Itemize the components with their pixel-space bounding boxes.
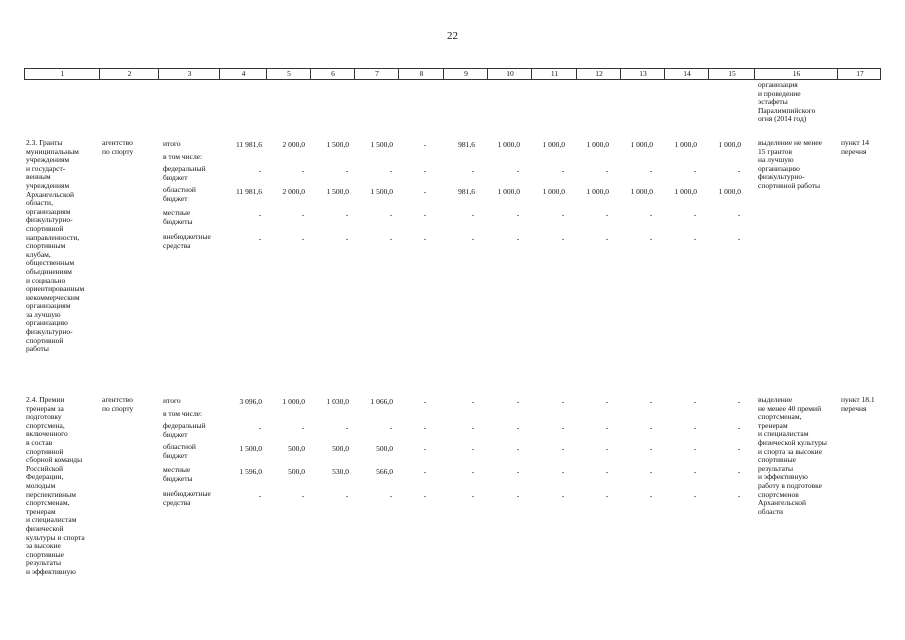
column-header: 11	[531, 69, 577, 79]
value-dash: -	[516, 491, 520, 500]
row-name: 2.3. Гранты муниципальным учреждениям и государст- венным учреждениям Архангельской области, организациям физкультурно- спортивной направленности, спортивным клубам, общественным объединениям и социально ориентированным некоммерческим организациям за лучшую организацию физкультурно- спортивной работы	[26, 138, 85, 354]
value-dash: -	[345, 210, 349, 219]
funding-value: 1 000,0	[718, 140, 741, 149]
value-dash: -	[737, 397, 741, 406]
value-dash: -	[737, 210, 741, 219]
funding-value: 1 000,0	[630, 187, 653, 196]
value-dash: -	[423, 234, 427, 243]
value-dash: -	[345, 423, 349, 432]
value-dash: -	[649, 423, 653, 432]
column-header: 9	[443, 69, 488, 79]
column-header: 13	[620, 69, 665, 79]
page-number: 22	[447, 30, 458, 42]
funding-source-label: областной бюджет	[163, 442, 196, 460]
value-dash: -	[423, 444, 427, 453]
funding-value: 3 096,0	[239, 397, 262, 406]
funding-value: 1 000,0	[586, 140, 609, 149]
value-dash: -	[258, 210, 262, 219]
row-name: 2.4. Премии тренерам за подготовку спортсмена, включенного в состав спортивной сборной команды Российской Федерации, молодым перспективным спортсменам, тренерам и специалистам физической культуры и спорта за высокие спортивные результаты и эффективную	[26, 395, 85, 576]
value-dash: -	[693, 423, 697, 432]
value-dash: -	[605, 234, 609, 243]
column-header: 6	[310, 69, 355, 79]
value-dash: -	[423, 467, 427, 476]
value-dash: -	[649, 234, 653, 243]
value-dash: -	[649, 397, 653, 406]
column-header: 12	[576, 69, 621, 79]
value-dash: -	[649, 210, 653, 219]
value-dash: -	[561, 397, 565, 406]
funding-value: 2 000,0	[282, 140, 305, 149]
value-dash: -	[561, 423, 565, 432]
value-dash: -	[693, 467, 697, 476]
funding-value: 11 981,6	[236, 187, 262, 196]
column-header: 2	[99, 69, 159, 79]
row-expected-result: выделение не менее 40 премий спортсменам, тренерам и специалистам физической культуры и спорта за высокие спортивные результаты и эффективную работу в подготовке спортсменов Архангельской области	[758, 395, 827, 516]
value-dash: -	[737, 166, 741, 175]
value-dash: -	[301, 166, 305, 175]
funding-source-label: федеральный бюджет	[163, 164, 206, 182]
funding-value: 1 000,0	[282, 397, 305, 406]
funding-source-label: в том числе:	[163, 409, 203, 418]
value-dash: -	[471, 444, 475, 453]
funding-value: 500,0	[288, 444, 305, 453]
value-dash: -	[605, 444, 609, 453]
funding-value: 530,0	[332, 467, 349, 476]
value-dash: -	[516, 444, 520, 453]
funding-source-label: итого	[163, 139, 181, 148]
value-dash: -	[389, 210, 393, 219]
column-header: 4	[219, 69, 267, 79]
value-dash: -	[471, 491, 475, 500]
funding-value: 981,6	[458, 140, 475, 149]
value-dash: -	[737, 467, 741, 476]
column-header: 10	[487, 69, 532, 79]
value-dash: -	[423, 423, 427, 432]
column-header: 8	[398, 69, 444, 79]
funding-value: 11 981,6	[236, 140, 262, 149]
value-dash: -	[301, 491, 305, 500]
value-dash: -	[389, 234, 393, 243]
funding-value: 500,0	[376, 444, 393, 453]
value-dash: -	[561, 234, 565, 243]
column-header: 15	[708, 69, 755, 79]
value-dash: -	[693, 234, 697, 243]
funding-value: 1 000,0	[674, 187, 697, 196]
value-dash: -	[471, 166, 475, 175]
funding-source-label: в том числе:	[163, 152, 203, 161]
value-dash: -	[605, 491, 609, 500]
value-dash: -	[516, 210, 520, 219]
value-dash: -	[737, 491, 741, 500]
row-reference: пункт 14 перечня	[841, 138, 869, 156]
funding-value: 1 000,0	[497, 140, 520, 149]
funding-source-label: федеральный бюджет	[163, 421, 206, 439]
value-dash: -	[561, 166, 565, 175]
funding-value: 1 500,0	[326, 140, 349, 149]
table-header-row	[24, 68, 881, 80]
value-dash: -	[737, 444, 741, 453]
value-dash: -	[389, 166, 393, 175]
continuation-text: организация и проведение эстафеты Паралимпийского огня (2014 год)	[758, 80, 816, 124]
value-dash: -	[516, 467, 520, 476]
value-dash: -	[605, 397, 609, 406]
column-header: 17	[837, 69, 882, 79]
value-dash: -	[471, 467, 475, 476]
funding-value: 1 596,0	[239, 467, 262, 476]
value-dash: -	[258, 491, 262, 500]
funding-source-label: итого	[163, 396, 181, 405]
value-dash: -	[471, 397, 475, 406]
funding-value: 1 500,0	[370, 187, 393, 196]
value-dash: -	[693, 210, 697, 219]
funding-value: 2 000,0	[282, 187, 305, 196]
value-dash: -	[605, 210, 609, 219]
value-dash: -	[516, 234, 520, 243]
column-header: 7	[354, 69, 399, 79]
value-dash: -	[258, 423, 262, 432]
funding-value: 1 000,0	[542, 187, 565, 196]
funding-value: 1 000,0	[718, 187, 741, 196]
row-executor: агентство по спорту	[102, 395, 134, 413]
value-dash: -	[301, 210, 305, 219]
funding-value: 1 500,0	[370, 140, 393, 149]
funding-source-label: областной бюджет	[163, 185, 196, 203]
funding-value: 1 066,0	[370, 397, 393, 406]
row-reference: пункт 18.1 перечня	[841, 395, 875, 413]
funding-value: 1 000,0	[542, 140, 565, 149]
value-dash: -	[693, 444, 697, 453]
value-dash: -	[389, 423, 393, 432]
funding-value: 1 030,0	[326, 397, 349, 406]
value-dash: -	[561, 210, 565, 219]
value-dash: -	[423, 187, 427, 196]
value-dash: -	[423, 140, 427, 149]
funding-source-label: внебюджетные средства	[163, 232, 211, 250]
value-dash: -	[605, 166, 609, 175]
row-executor: агентство по спорту	[102, 138, 134, 156]
value-dash: -	[471, 423, 475, 432]
value-dash: -	[561, 444, 565, 453]
funding-source-label: местные бюджеты	[163, 465, 193, 483]
value-dash: -	[389, 491, 393, 500]
value-dash: -	[423, 166, 427, 175]
funding-value: 981,6	[458, 187, 475, 196]
value-dash: -	[693, 491, 697, 500]
funding-value: 500,0	[332, 444, 349, 453]
value-dash: -	[561, 491, 565, 500]
value-dash: -	[516, 166, 520, 175]
funding-value: 1 500,0	[326, 187, 349, 196]
column-header: 14	[664, 69, 709, 79]
funding-value: 1 000,0	[497, 187, 520, 196]
value-dash: -	[605, 467, 609, 476]
funding-value: 1 000,0	[630, 140, 653, 149]
value-dash: -	[649, 467, 653, 476]
value-dash: -	[345, 491, 349, 500]
value-dash: -	[258, 234, 262, 243]
funding-value: 500,0	[288, 467, 305, 476]
column-header: 16	[754, 69, 838, 79]
value-dash: -	[693, 397, 697, 406]
value-dash: -	[301, 423, 305, 432]
value-dash: -	[693, 166, 697, 175]
column-header: 1	[24, 69, 100, 79]
row-expected-result: выделение не менее 15 грантов на лучшую организацию физкультурно- спортивной работы	[758, 138, 822, 190]
value-dash: -	[345, 234, 349, 243]
value-dash: -	[561, 467, 565, 476]
value-dash: -	[516, 423, 520, 432]
value-dash: -	[423, 210, 427, 219]
value-dash: -	[737, 423, 741, 432]
value-dash: -	[471, 210, 475, 219]
value-dash: -	[301, 234, 305, 243]
value-dash: -	[471, 234, 475, 243]
value-dash: -	[649, 166, 653, 175]
column-header: 5	[266, 69, 311, 79]
column-header: 3	[158, 69, 220, 79]
funding-value: 1 500,0	[239, 444, 262, 453]
funding-source-label: местные бюджеты	[163, 208, 193, 226]
value-dash: -	[649, 444, 653, 453]
funding-source-label: внебюджетные средства	[163, 489, 211, 507]
funding-value: 566,0	[376, 467, 393, 476]
value-dash: -	[423, 397, 427, 406]
value-dash: -	[649, 491, 653, 500]
value-dash: -	[345, 166, 349, 175]
value-dash: -	[423, 491, 427, 500]
value-dash: -	[516, 397, 520, 406]
funding-value: 1 000,0	[674, 140, 697, 149]
value-dash: -	[605, 423, 609, 432]
value-dash: -	[258, 166, 262, 175]
value-dash: -	[737, 234, 741, 243]
funding-value: 1 000,0	[586, 187, 609, 196]
